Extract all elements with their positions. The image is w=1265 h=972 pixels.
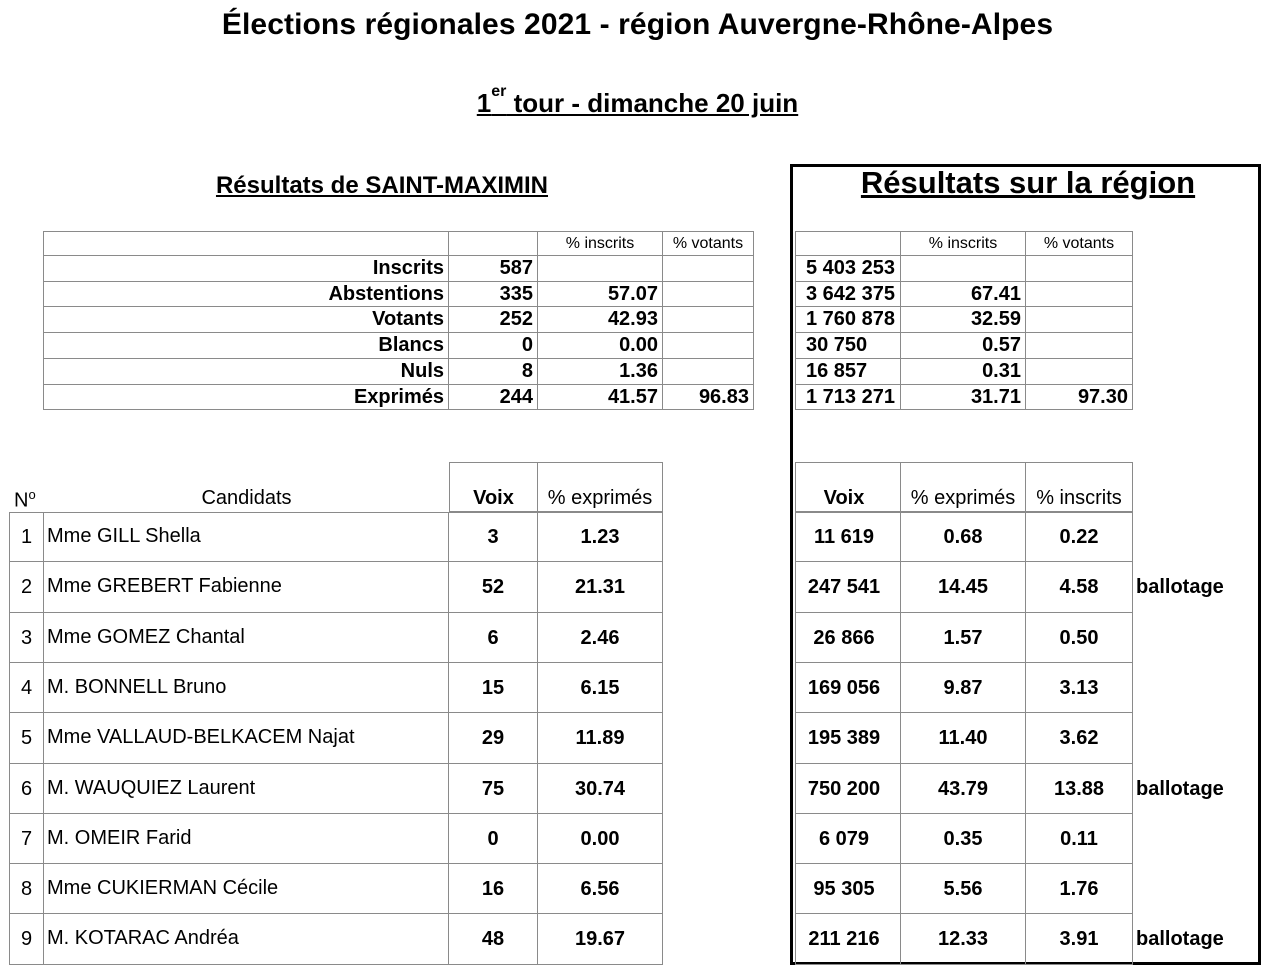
- candidate-pct-exprimes: 2.46: [538, 613, 663, 663]
- candidate-status: ballotage: [1136, 928, 1224, 950]
- candidate-pct-exprimes: 6.15: [538, 663, 663, 713]
- summary-pct-inscrits: 57.07: [538, 282, 663, 307]
- candidate-name: M. KOTARAC Andréa: [44, 914, 449, 965]
- candidate-voix: 48: [449, 914, 538, 965]
- region-candidate-voix: 247 541: [796, 562, 901, 613]
- region-candidate-voix: 195 389: [796, 713, 901, 764]
- region-results-heading: Résultats sur la région: [860, 165, 1196, 200]
- region-candidate-voix: 26 866: [796, 613, 901, 663]
- summary-value: 16 857: [796, 359, 901, 385]
- header-spacer: [796, 231, 901, 256]
- candidate-name: M. BONNELL Bruno: [44, 663, 449, 713]
- region-candidate-voix: 169 056: [796, 663, 901, 713]
- summary-value: 244: [449, 385, 538, 410]
- summary-value: 30 750: [796, 333, 901, 359]
- summary-label: Nuls: [44, 359, 449, 385]
- col-header-candidats: Candidats: [201, 487, 292, 509]
- page-subtitle: [0, 83, 1265, 119]
- candidate-status: ballotage: [1136, 778, 1224, 800]
- candidate-voix: 16: [449, 864, 538, 914]
- col-header-voix: Voix: [796, 462, 901, 512]
- summary-pct-inscrits: [901, 256, 1026, 282]
- summary-pct-votants: [663, 333, 754, 359]
- summary-label: Blancs: [44, 333, 449, 359]
- local-results-heading: Résultats de SAINT-MAXIMIN: [215, 172, 549, 199]
- subtitle-text: [476, 83, 799, 118]
- region-candidate-pct-exprimes: 9.87: [901, 663, 1026, 713]
- header-spacer: [44, 231, 449, 256]
- candidate-name: M. OMEIR Farid: [44, 814, 449, 864]
- candidate-voix: 6: [449, 613, 538, 663]
- summary-pct-votants: [663, 256, 754, 282]
- candidate-pct-exprimes: 0.00: [538, 814, 663, 864]
- region-candidate-pct-exprimes: 1.57: [901, 613, 1026, 663]
- candidate-status: ballotage: [1136, 576, 1224, 598]
- candidate-voix: 0: [449, 814, 538, 864]
- summary-value: 1 713 271: [796, 385, 901, 410]
- col-header-number: [14, 487, 36, 513]
- candidate-number: 7: [10, 814, 44, 864]
- candidate-number: 8: [10, 864, 44, 914]
- candidate-number: 9: [10, 914, 44, 965]
- summary-pct-inscrits: [538, 256, 663, 282]
- candidate-number: 6: [10, 764, 44, 814]
- summary-pct-votants: 97.30: [1026, 385, 1133, 410]
- col-header-number-sup: o: [28, 487, 36, 502]
- summary-pct-votants: [663, 307, 754, 333]
- region-candidate-pct-exprimes: 11.40: [901, 713, 1026, 764]
- region-candidate-pct-exprimes: 0.68: [901, 512, 1026, 562]
- summary-pct-votants: [663, 282, 754, 307]
- summary-pct-inscrits: 42.93: [538, 307, 663, 333]
- summary-pct-votants: [1026, 333, 1133, 359]
- region-candidate-pct-inscrits: 3.62: [1026, 713, 1133, 764]
- summary-label: Exprimés: [44, 385, 449, 410]
- summary-pct-inscrits: 67.41: [901, 282, 1026, 307]
- summary-pct-inscrits: 0.00: [538, 333, 663, 359]
- region-candidate-pct-exprimes: 12.33: [901, 914, 1026, 965]
- summary-label: Votants: [44, 307, 449, 333]
- region-candidate-pct-inscrits: 3.91: [1026, 914, 1133, 965]
- candidate-number: 2: [10, 562, 44, 613]
- region-candidate-pct-inscrits: 4.58: [1026, 562, 1133, 613]
- summary-pct-inscrits: 0.31: [901, 359, 1026, 385]
- col-header-pct-inscrits: % inscrits: [538, 231, 663, 256]
- col-header-pct-exprimes: % exprimés: [538, 462, 663, 512]
- region-candidate-voix: 750 200: [796, 764, 901, 814]
- summary-pct-inscrits: 1.36: [538, 359, 663, 385]
- summary-pct-inscrits: 32.59: [901, 307, 1026, 333]
- col-header-number-text: N: [14, 489, 29, 512]
- candidate-name: Mme VALLAUD-BELKACEM Najat: [44, 713, 449, 764]
- candidate-voix: 29: [449, 713, 538, 764]
- summary-value: 587: [449, 256, 538, 282]
- candidate-pct-exprimes: 30.74: [538, 764, 663, 814]
- candidate-number: 1: [10, 512, 44, 562]
- region-candidate-pct-exprimes: 43.79: [901, 764, 1026, 814]
- summary-pct-inscrits: 31.71: [901, 385, 1026, 410]
- page-title: Élections régionales 2021 - région Auvergne-Rhône-Alpes: [221, 8, 1054, 41]
- subtitle-rest: tour - dimanche 20 juin: [506, 88, 799, 118]
- region-candidate-pct-inscrits: 1.76: [1026, 864, 1133, 914]
- region-candidate-voix: 6 079: [796, 814, 901, 864]
- summary-pct-votants: [1026, 307, 1133, 333]
- candidate-name: Mme GOMEZ Chantal: [44, 613, 449, 663]
- region-candidate-pct-inscrits: 13.88: [1026, 764, 1133, 814]
- summary-value: 8: [449, 359, 538, 385]
- col-header-pct-inscrits: % inscrits: [1026, 462, 1133, 512]
- subtitle-sup: er: [491, 83, 507, 100]
- candidate-pct-exprimes: 19.67: [538, 914, 663, 965]
- candidate-pct-exprimes: 11.89: [538, 713, 663, 764]
- candidate-pct-exprimes: 1.23: [538, 512, 663, 562]
- candidate-name: Mme CUKIERMAN Cécile: [44, 864, 449, 914]
- col-header-voix: Voix: [450, 462, 538, 512]
- summary-label: Inscrits: [44, 256, 449, 282]
- summary-value: 0: [449, 333, 538, 359]
- summary-label: Abstentions: [44, 282, 449, 307]
- region-candidate-voix: 211 216: [796, 914, 901, 965]
- region-candidate-pct-inscrits: 3.13: [1026, 663, 1133, 713]
- summary-value: 5 403 253: [796, 256, 901, 282]
- col-header-pct-votants: % votants: [1026, 231, 1133, 256]
- col-header-pct-votants: % votants: [663, 231, 754, 256]
- candidate-voix: 3: [449, 512, 538, 562]
- candidate-voix: 15: [449, 663, 538, 713]
- candidate-pct-exprimes: 21.31: [538, 562, 663, 613]
- candidate-voix: 75: [449, 764, 538, 814]
- region-candidate-voix: 95 305: [796, 864, 901, 914]
- summary-value: 3 642 375: [796, 282, 901, 307]
- candidate-name: Mme GREBERT Fabienne: [44, 562, 449, 613]
- summary-pct-inscrits: 0.57: [901, 333, 1026, 359]
- summary-pct-votants: [663, 359, 754, 385]
- summary-pct-votants: 96.83: [663, 385, 754, 410]
- summary-value: 335: [449, 282, 538, 307]
- region-candidate-pct-inscrits: 0.22: [1026, 512, 1133, 562]
- summary-pct-inscrits: 41.57: [538, 385, 663, 410]
- summary-pct-votants: [1026, 256, 1133, 282]
- summary-pct-votants: [1026, 359, 1133, 385]
- candidate-number: 4: [10, 663, 44, 713]
- region-candidate-pct-exprimes: 5.56: [901, 864, 1026, 914]
- summary-value: 252: [449, 307, 538, 333]
- col-header-pct-exprimes: % exprimés: [901, 462, 1026, 512]
- header-spacer: [449, 231, 538, 256]
- region-candidate-pct-inscrits: 0.50: [1026, 613, 1133, 663]
- region-candidate-pct-exprimes: 0.35: [901, 814, 1026, 864]
- candidate-voix: 52: [449, 562, 538, 613]
- col-header-pct-inscrits: % inscrits: [901, 231, 1026, 256]
- subtitle-prefix: 1: [476, 88, 492, 118]
- candidate-number: 5: [10, 713, 44, 764]
- candidate-number: 3: [10, 613, 44, 663]
- summary-pct-votants: [1026, 282, 1133, 307]
- candidate-name: M. WAUQUIEZ Laurent: [44, 764, 449, 814]
- region-candidate-pct-inscrits: 0.11: [1026, 814, 1133, 864]
- summary-value: 1 760 878: [796, 307, 901, 333]
- region-candidate-pct-exprimes: 14.45: [901, 562, 1026, 613]
- region-candidate-voix: 11 619: [796, 512, 901, 562]
- candidate-name: Mme GILL Shella: [44, 512, 449, 562]
- candidate-pct-exprimes: 6.56: [538, 864, 663, 914]
